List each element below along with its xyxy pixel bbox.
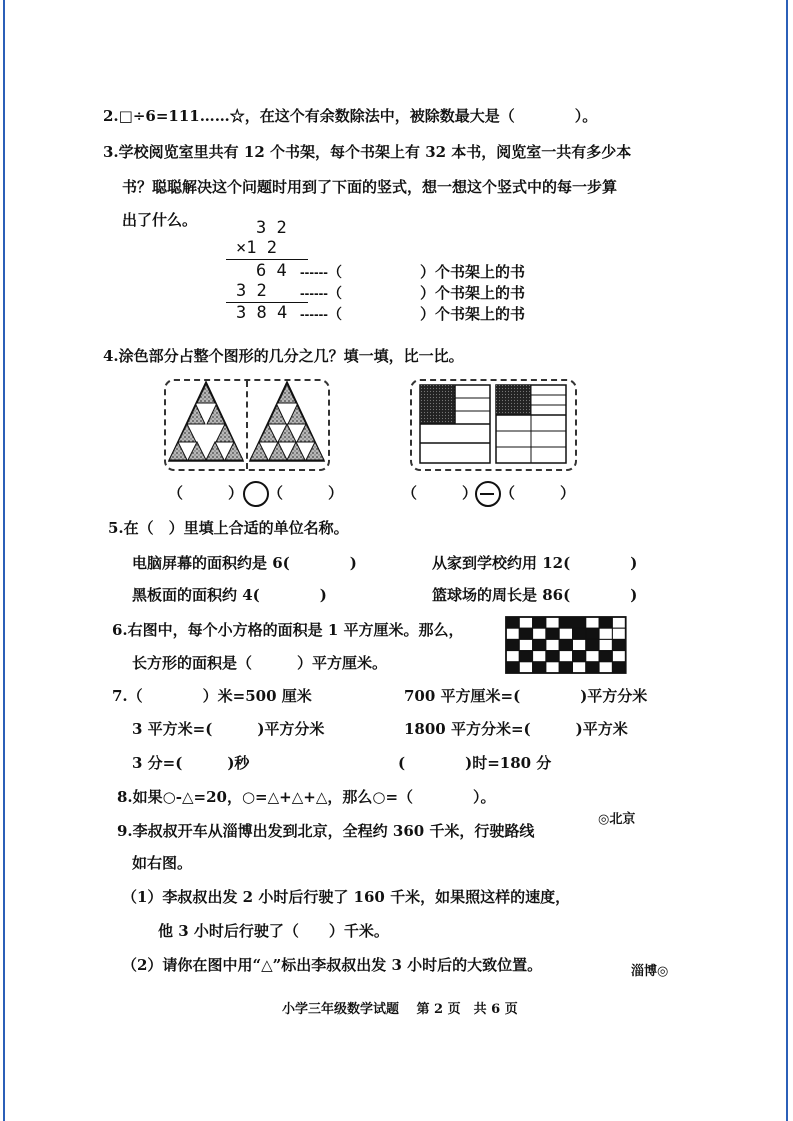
question-6-line-2: 长方形的面积是（ ）平方厘米。 — [132, 654, 388, 672]
question-9-sub-1b: 他 3 小时后行驶了（ ）千米。 — [158, 922, 389, 940]
question-3-line-2: 书？聪聪解决这个问题时用到了下面的竖式，想一想这个竖式中的每一步算 — [122, 178, 618, 196]
question-9-line-2: 如右图。 — [132, 854, 193, 872]
grid-cell — [506, 651, 519, 662]
grid-cell — [573, 628, 586, 639]
grid-cell — [573, 662, 586, 673]
location-marker-icon: ◎ — [657, 964, 669, 979]
location-marker-icon: ◎ — [598, 812, 610, 827]
question-5d: 篮球场的周长是 86( ) — [432, 586, 638, 604]
answer-blank-4a[interactable]: （ ） — [168, 484, 244, 502]
grid-cell — [559, 662, 572, 673]
question-7a: 7.（ ）米=500 厘米 — [112, 687, 312, 705]
grid-cell — [533, 639, 546, 650]
grid-cell — [546, 662, 559, 673]
grid-cell — [586, 639, 599, 650]
question-9-sub-1a: （1）李叔叔出发 2 小时后行驶了 160 千米，如果照这样的速度， — [122, 888, 571, 906]
compare-circle-2-mark — [480, 493, 494, 495]
grid-cell — [586, 651, 599, 662]
grid-cell — [533, 617, 546, 628]
grid-cell — [519, 662, 532, 673]
grid-cell — [559, 628, 572, 639]
zibo-text: 淄博 — [631, 964, 658, 979]
question-5-title: 5.在（ ）里填上合适的单位名称。 — [108, 519, 349, 537]
grid-cell — [506, 617, 519, 628]
grid-cell — [599, 639, 612, 650]
question-7e: 3 分=( )秒 — [132, 754, 250, 772]
calc-row-3: 6 4 — [256, 261, 287, 281]
grid-cell — [612, 628, 625, 639]
grid-cell — [519, 617, 532, 628]
calc-row-5: 3 8 4 — [236, 303, 288, 323]
grid-cell — [519, 628, 532, 639]
grid-cell — [519, 639, 532, 650]
question-5b: 从家到学校约用 12( ) — [432, 554, 638, 572]
calc-dash-2: ------（ — [300, 285, 342, 301]
question-3-line-1: 3.学校阅览室里共有 12 个书架，每个书架上有 32 本书，阅览室一共有多少本 — [103, 143, 632, 161]
question-5a: 电脑屏幕的面积约是 6( ) — [132, 554, 357, 572]
grid-cell — [599, 628, 612, 639]
grid-cell — [599, 651, 612, 662]
question-7d: 1800 平方分米=( )平方米 — [404, 720, 628, 738]
grid-cell — [599, 662, 612, 673]
calc-label-2: ）个书架上的书 — [420, 284, 526, 302]
answer-blank-4d[interactable]: （ ） — [500, 484, 576, 502]
grid-cell — [573, 651, 586, 662]
grid-cell — [506, 628, 519, 639]
area-grid-figure — [506, 617, 626, 673]
calc-label-1: ）个书架上的书 — [420, 263, 526, 281]
grid-cell — [546, 639, 559, 650]
grid-cell — [559, 617, 572, 628]
grid-cell — [519, 651, 532, 662]
grid-cell — [546, 628, 559, 639]
question-5c: 黑板面的面积约 4( ) — [132, 586, 327, 604]
route-map — [645, 820, 651, 940]
grid-cell — [559, 639, 572, 650]
grid-cell — [533, 662, 546, 673]
beijing-text: 北京 — [609, 812, 636, 827]
grid-cell — [586, 617, 599, 628]
question-6-line-1: 6.右图中，每个小方格的面积是 1 平方厘米。那么， — [112, 621, 464, 639]
compare-circle-1[interactable] — [243, 481, 269, 507]
grid-cell — [506, 662, 519, 673]
question-4: 4.涂色部分占整个图形的几分之几？填一填，比一比。 — [103, 347, 464, 365]
answer-blank-4c[interactable]: （ ） — [402, 484, 478, 502]
question-7c: 3 平方米=( )平方分米 — [132, 720, 325, 738]
grid-cell — [599, 617, 612, 628]
question-9-line-1: 9.李叔叔开车从淄博出发到北京，全程约 360 千米，行驶路线 — [117, 822, 535, 840]
calc-dash-1: ------（ — [300, 264, 342, 280]
question-8: 8.如果○-△=20，○=△+△+△，那么○=（ ）。 — [117, 788, 496, 806]
triangle-figure-left — [169, 382, 243, 461]
grid-cell — [612, 651, 625, 662]
grid-cell — [506, 639, 519, 650]
grid-cell — [586, 628, 599, 639]
grid-cell — [573, 639, 586, 650]
calc-dash-3: ------（ — [300, 306, 342, 322]
page-footer: 小学三年级数学试题 第 2 页 共 6 页 — [282, 1002, 518, 1017]
question-2: 2.□÷6=111……☆，在这个有余数除法中，被除数最大是（ ）。 — [103, 107, 598, 125]
grid-cell — [546, 617, 559, 628]
grid-cell — [612, 639, 625, 650]
calc-row-1: 3 2 — [256, 218, 287, 238]
grid-cell — [612, 662, 625, 673]
grid-cell — [586, 662, 599, 673]
calc-row-2: ×1 2 — [236, 238, 277, 258]
grid-cell — [573, 617, 586, 628]
grid-cell — [533, 651, 546, 662]
grid-cell — [546, 651, 559, 662]
grid-cell — [612, 617, 625, 628]
question-9-sub-2: （2）请你在图中用“△”标出李叔叔出发 3 小时后的大致位置。 — [122, 956, 543, 974]
map-label-beijing — [598, 810, 635, 830]
calc-label-3: ）个书架上的书 — [420, 305, 526, 323]
question-7f: ( )时=180 分 — [398, 754, 552, 772]
grid-cell — [559, 651, 572, 662]
triangle-figure-right — [250, 382, 324, 461]
map-label-zibo — [631, 962, 668, 982]
rectangles-box — [410, 379, 577, 471]
calc-row-4: 3 2 — [236, 281, 267, 301]
grid-cell — [533, 628, 546, 639]
question-3-line-3: 出了什么。 — [122, 211, 198, 229]
question-7b: 700 平方厘米=( )平方分米 — [404, 687, 648, 705]
answer-blank-4b[interactable]: （ ） — [268, 484, 344, 502]
